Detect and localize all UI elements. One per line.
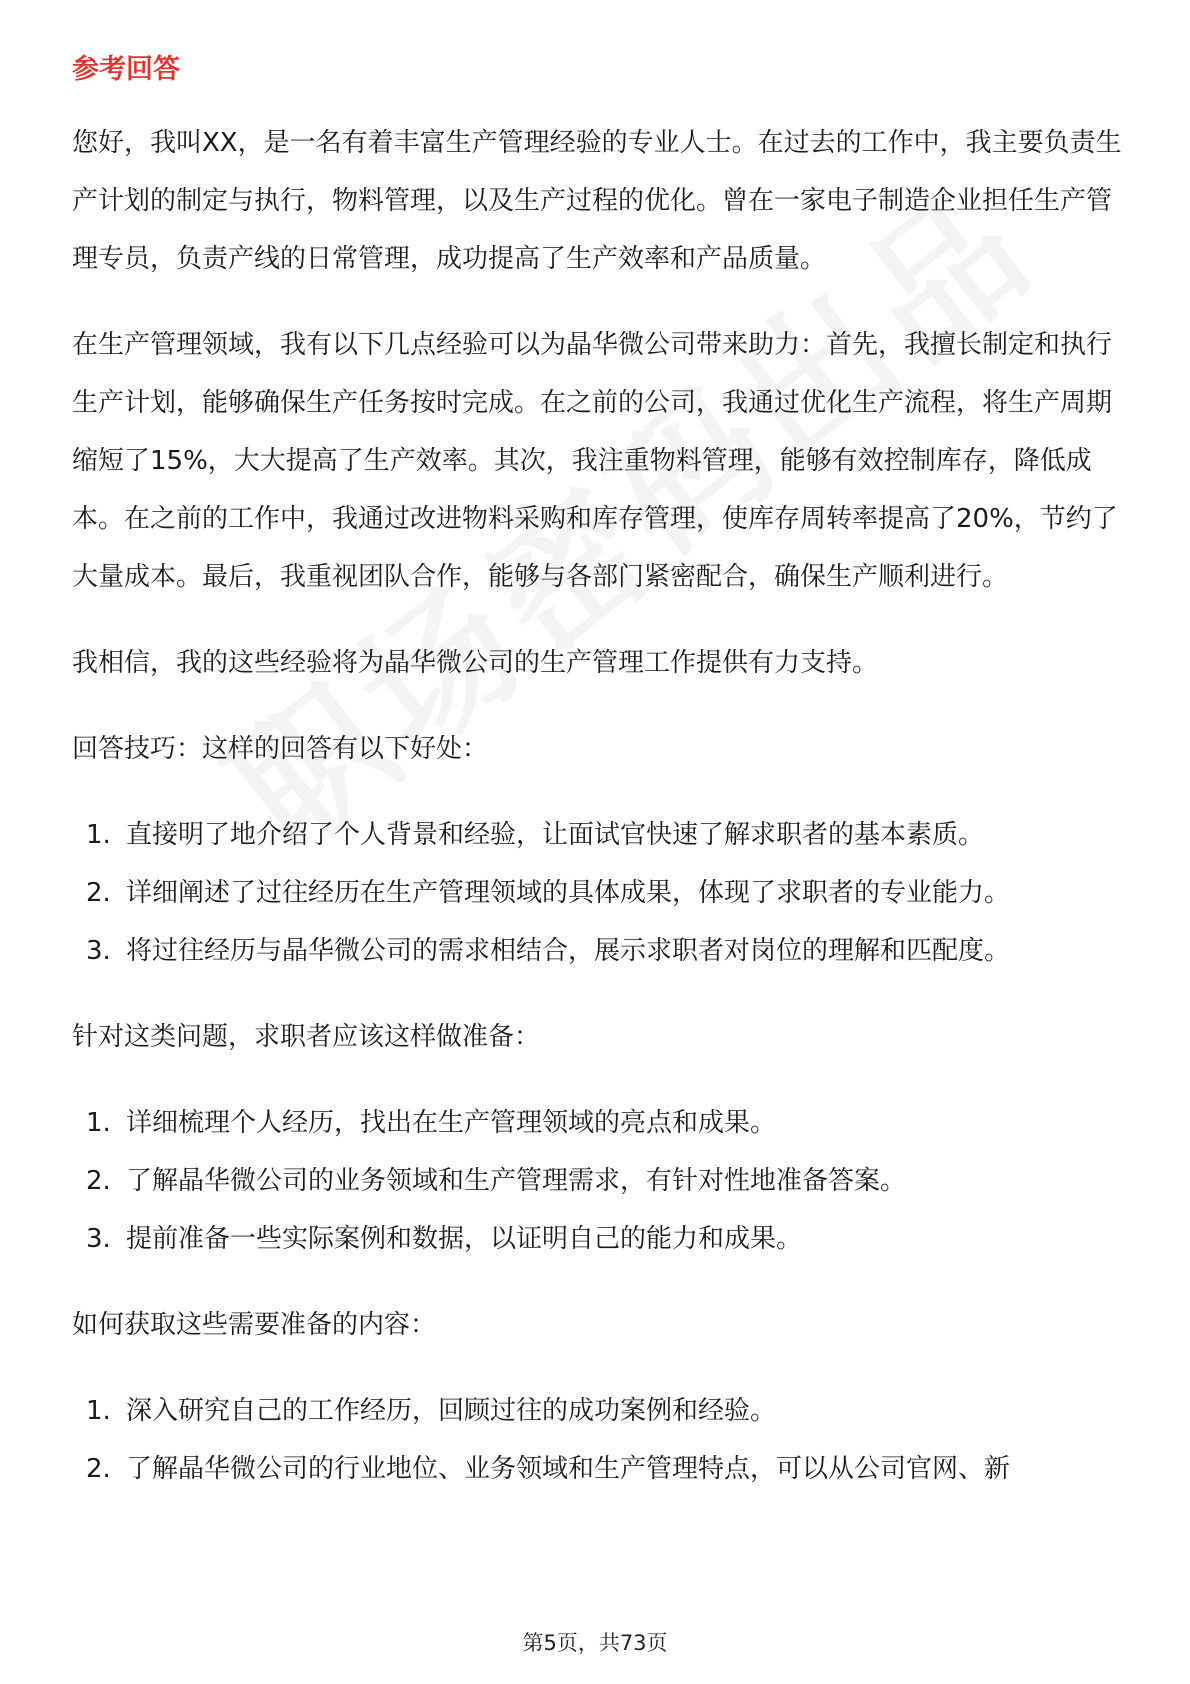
answer-content: [72, 114, 1132, 1526]
experience-paragraph: 在生产管理领域，我有以下几点经验可以为晶华微公司带来助力：首先，我擅长制定和执行生产计划，能够确保生产任务按时完成。在之前的公司，我通过优化生产流程，将生产周期缩短了15%，大大提高了生产效率。其次，我注重物料管理，能够有效控制库存，降低成本。在之前的工作中，我通过改进物料采购和库存管理，使库存周转率提高了20%，节约了大量成本。最后，我重视团队合作，能够与各部门紧密配合，确保生产顺利进行。: [72, 330, 1118, 592]
list-number: 1.: [86, 1108, 111, 1138]
list-item-text: 详细梳理个人经历，找出在生产管理领域的亮点和成果。: [126, 1108, 777, 1138]
list-number: 2.: [86, 878, 111, 908]
prepare-label: 针对这类问题，求职者应该这样做准备：: [72, 1022, 541, 1052]
prepare-list: [72, 1094, 1132, 1268]
list-number: 2.: [86, 1166, 111, 1196]
list-item: [72, 922, 1132, 980]
list-item: [72, 864, 1132, 922]
list-number: 3.: [86, 936, 111, 966]
list-item: [72, 1440, 1132, 1498]
list-item-text: 直接明了地介绍了个人背景和经验，让面试官快速了解求职者的基本素质。: [126, 820, 985, 850]
list-item-text: 了解晶华微公司的业务领域和生产管理需求，有针对性地准备答案。: [126, 1166, 907, 1196]
list-item: [72, 1210, 1132, 1268]
list-item-text: 提前准备一些实际案例和数据，以证明自己的能力和成果。: [126, 1224, 803, 1254]
intro-paragraph: 您好，我叫XX，是一名有着丰富生产管理经验的专业人士。在过去的工作中，我主要负责生产计划的制定与执行，物料管理，以及生产过程的优化。曾在一家电子制造企业担任生产管理专员，负责产线的日常管理，成功提高了生产效率和产品质量。: [72, 128, 1122, 274]
list-number: 3.: [86, 1224, 111, 1254]
obtain-list: [72, 1382, 1132, 1498]
list-item-text: 详细阐述了过往经历在生产管理领域的具体成果，体现了求职者的专业能力。: [126, 878, 1011, 908]
list-item: [72, 806, 1132, 864]
list-item: [72, 1094, 1132, 1152]
closing-paragraph: 我相信，我的这些经验将为晶华微公司的生产管理工作提供有力支持。: [72, 648, 879, 678]
list-number: 1.: [86, 820, 111, 850]
tips-list: [72, 806, 1132, 980]
section-heading: 参考回答: [72, 54, 180, 85]
list-item: [72, 1382, 1132, 1440]
list-item-text: 深入研究自己的工作经历，回顾过往的成功案例和经验。: [126, 1396, 777, 1426]
obtain-label: 如何获取这些需要准备的内容：: [72, 1310, 437, 1340]
list-number: 1.: [86, 1396, 111, 1426]
page-number: 第5页，共73页: [522, 1631, 668, 1655]
list-number: 2.: [86, 1454, 111, 1484]
tips-label: 回答技巧：这样的回答有以下好处：: [72, 734, 489, 764]
list-item-text: 将过往经历与晶华微公司的需求相结合，展示求职者对岗位的理解和匹配度。: [126, 936, 1011, 966]
list-item: [72, 1152, 1132, 1210]
list-item-text: 了解晶华微公司的行业地位、业务领域和生产管理特点，可以从公司官网、新: [126, 1454, 1011, 1484]
